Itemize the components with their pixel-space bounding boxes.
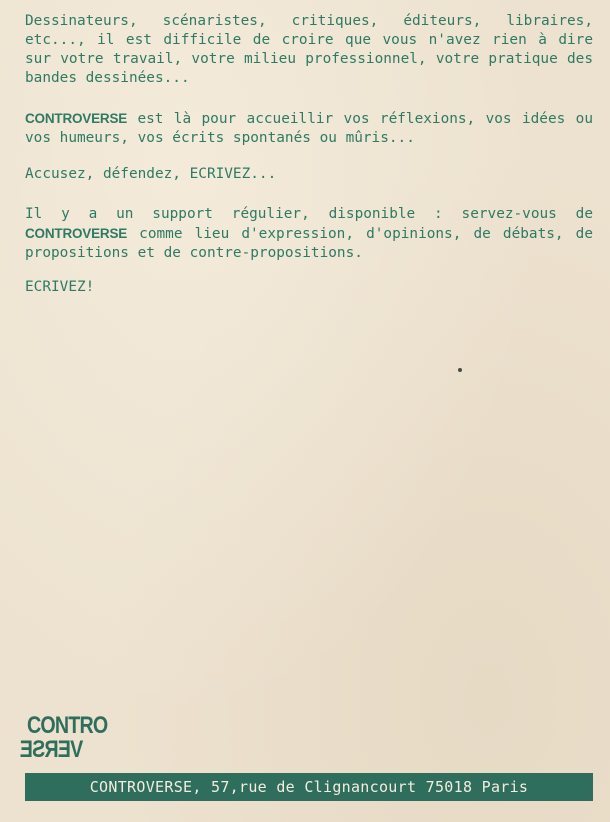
- paragraph-support: [25, 205, 593, 263]
- paragraph-appeal-text: Dessinateurs, scénaristes, critiques, éditeurs, libraires, etc..., il est difficile de croire que vous n'avez rien à dire sur votre travail, votre milieu professionnel, votre pratique des bandes dessinées...: [25, 13, 593, 86]
- controverse-logo: [20, 712, 108, 772]
- brand-name: CONTROVERSE: [25, 226, 128, 241]
- paragraph-closing: [25, 278, 593, 297]
- paragraph-appeal: [25, 12, 593, 88]
- logo-line-bottom: VERSE: [20, 736, 84, 763]
- paragraph-support-start: Il y a un support régulier, disponible : servez-vous de: [25, 206, 593, 222]
- paragraph-invitation-text: est là pour accueillir vos réflexions, vos idées ou vos humeurs, vos écrits spontanés ou mûris...: [25, 111, 593, 146]
- footer-address: CONTROVERSE, 57,rue de Clignancourt 75018 Paris: [89, 778, 529, 796]
- paragraph-call-text: Accusez, défendez, ECRIVEZ...: [25, 166, 277, 182]
- logo-line-top: CONTRO: [27, 712, 108, 739]
- brand-name: CONTROVERSE: [25, 111, 128, 126]
- ink-speck: [458, 368, 462, 372]
- paragraph-call: [25, 165, 593, 184]
- footer-address-bar: [25, 773, 593, 801]
- paragraph-support-rest: comme lieu d'expression, d'opinions, de débats, de propositions et de contre-propositions.: [25, 226, 593, 261]
- paragraph-closing-text: ECRIVEZ!: [25, 279, 95, 295]
- paragraph-invitation: [25, 109, 593, 148]
